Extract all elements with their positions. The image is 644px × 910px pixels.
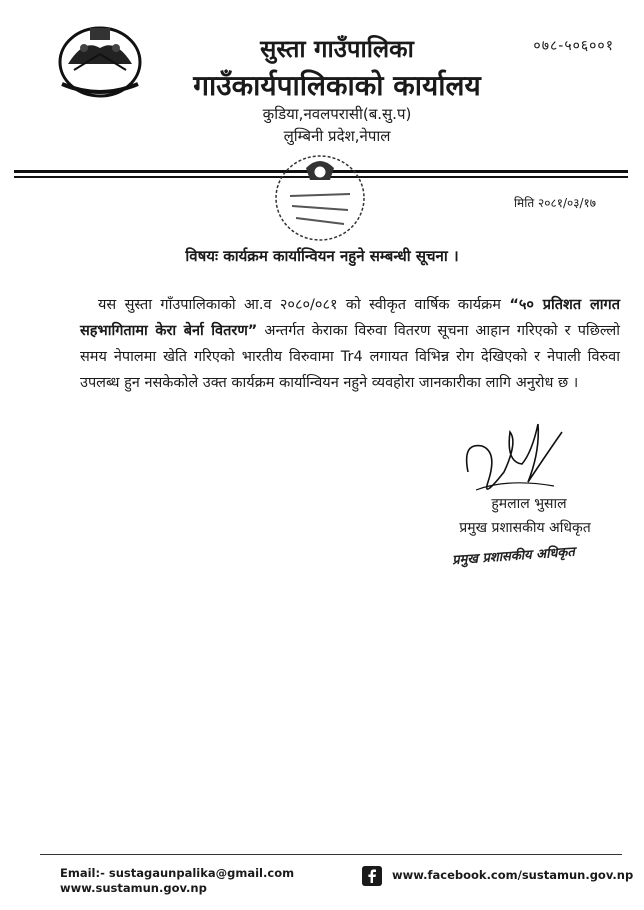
body-text-start: यस सुस्ता गाँउपालिकाको आ.व २०८०/०८१ को स्वीकृत वार्षिक कार्यक्रम — [98, 297, 510, 313]
body-text-end: अन्तर्गत केराका विरुवा वितरण सूचना आहान गरिएको र पछिल्लो समय नेपालमा खेति गरिएको भारतीय विरुवामा Tr4 लगायत विभिन्न रोग देखिएको र नेपाली विरुवा उपलब्ध हुन नसकेकोले उक्त कार्यक्रम कार्यान्वियन नहुने व्यवहोरा जानकारीका लागि अनुरोध छ । — [80, 323, 620, 391]
signatory-title: प्रमुख प्रशासकीय अधिकृत — [459, 520, 591, 536]
notice-body — [80, 292, 620, 396]
signatory-name: हुमलाल भुसाल — [491, 496, 567, 512]
reference-number: ०७८-५०६००१ — [533, 38, 614, 54]
office-title: गाउँकार्यपालिकाको कार्यालय — [193, 69, 481, 102]
office-seal-icon — [270, 150, 370, 246]
footer-email[interactable]: Email:- sustagaunpalika@gmail.com — [60, 866, 295, 880]
footer-facebook-link[interactable]: www.facebook.com/sustamun.gov.np — [392, 868, 634, 882]
letter-date: मिति २०८१/०३/१७ — [513, 196, 596, 210]
footer-contact — [60, 866, 294, 896]
footer-website[interactable]: www.sustamun.gov.np — [60, 881, 207, 895]
address-line-1: कुडिया,नवलपरासी(ब.सु.प) — [262, 105, 412, 123]
subject-line: विषयः कार्यक्रम कार्यान्वियन नहुने सम्बन्धी सूचना । — [185, 247, 459, 265]
handwritten-signature — [458, 412, 568, 502]
municipality-name: सुस्ता गाउँपालिका — [260, 35, 414, 63]
program-name-highlight: “५० प्रतिशत लागत सहभागितामा केरा बेर्ना वितरण” — [80, 297, 620, 339]
facebook-icon — [362, 866, 382, 886]
notice-paragraph — [80, 292, 620, 396]
footer-divider — [40, 854, 622, 855]
address-line-2: लुम्बिनी प्रदेश,नेपाल — [283, 127, 391, 145]
designation-stamp: प्रमुख प्रशासकीय अधिकृत — [451, 544, 576, 569]
